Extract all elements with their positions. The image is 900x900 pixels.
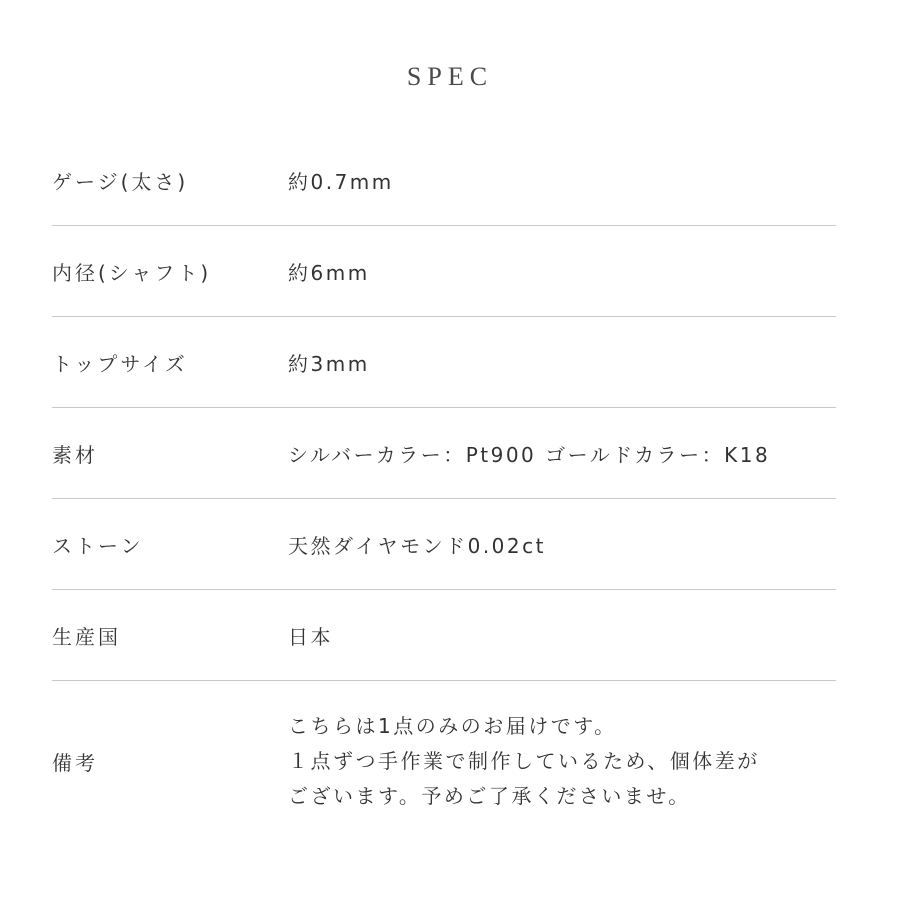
spec-label-material: 素材: [52, 442, 98, 467]
spec-value-gauge: 約0.7mm: [288, 169, 394, 194]
spec-row-material: [52, 408, 836, 499]
notes-line: １点ずつ手作業で制作しているため、個体差が: [288, 748, 760, 773]
spec-row-top-size: [52, 317, 836, 408]
spec-row-inner-diameter: [52, 226, 836, 317]
spec-title: SPEC: [406, 62, 494, 91]
spec-label-top-size: トップサイズ: [52, 351, 188, 376]
notes-line: ございます。予めご了承くださいませ。: [288, 783, 691, 808]
spec-row-stone: [52, 499, 836, 590]
notes-line: こちらは1点のみのお届けです。: [288, 713, 617, 738]
spec-value-origin: 日本: [288, 624, 333, 649]
spec-row-gauge: [52, 135, 836, 226]
spec-row-origin: [52, 590, 836, 681]
spec-row-notes: [52, 681, 836, 841]
spec-label-origin: 生産国: [52, 624, 121, 649]
spec-label-notes: 備考: [52, 750, 98, 775]
spec-value-stone: 天然ダイヤモンド0.02ct: [288, 533, 546, 558]
spec-label-inner-diameter: 内径(シャフト): [52, 260, 212, 285]
spec-label-gauge: ゲージ(太さ): [52, 169, 189, 194]
spec-value-material: シルバーカラー：Pt900 ゴールドカラー：K18: [288, 442, 771, 467]
spec-table: [52, 135, 836, 841]
spec-label-stone: ストーン: [52, 533, 144, 558]
spec-value-inner-diameter: 約6mm: [288, 260, 370, 285]
spec-value-top-size: 約3mm: [288, 351, 370, 376]
spec-value-notes: [288, 709, 836, 814]
